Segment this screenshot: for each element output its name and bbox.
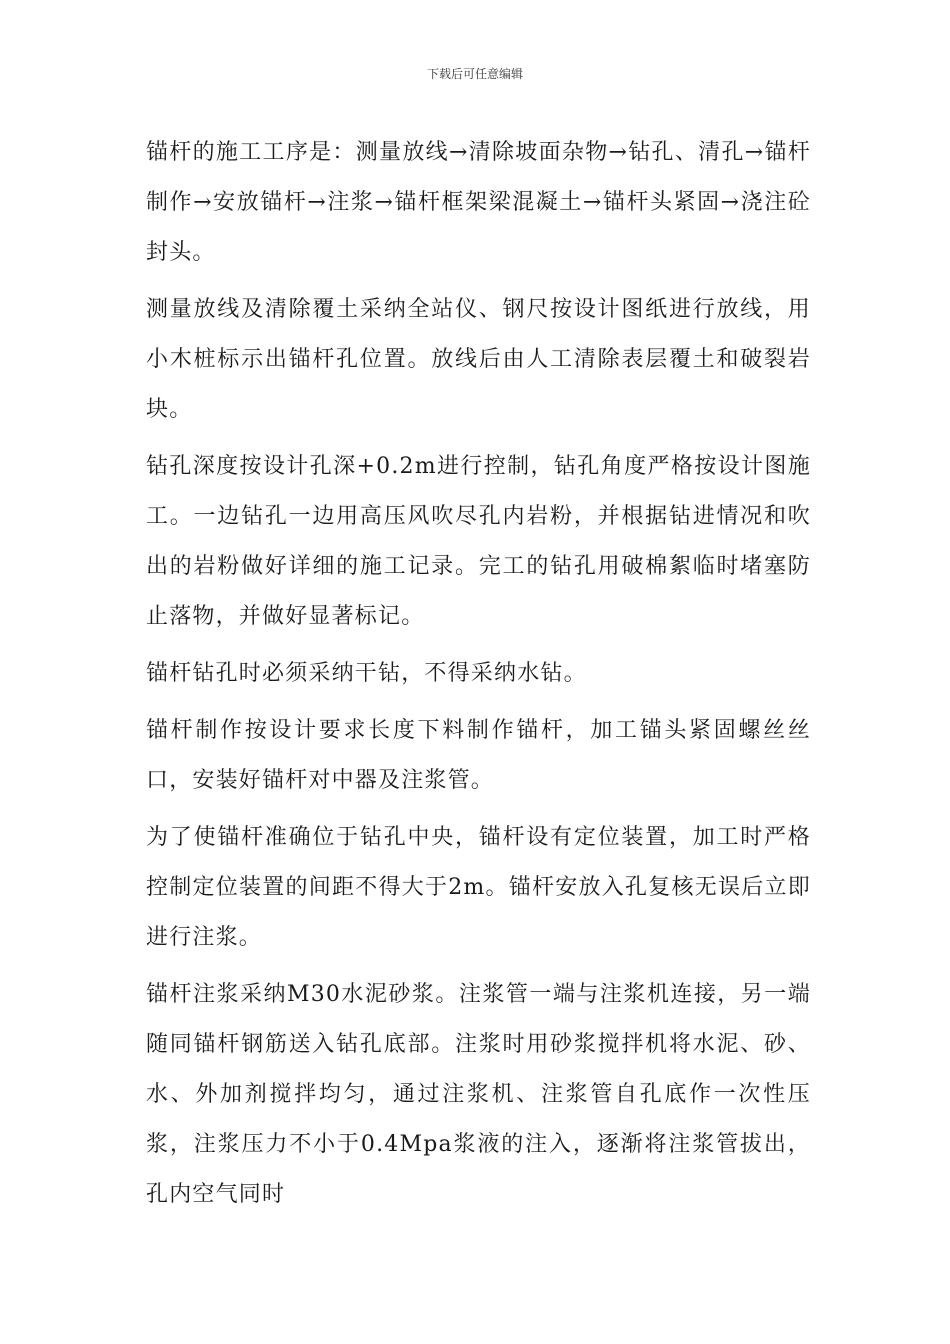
paragraph-construction-sequence: 锚杆的施工工序是：测量放线→清除坡面杂物→钻孔、清孔→锚杆制作→安放锚杆→注浆→锚杆框架梁混凝土→锚杆头紧固→浇注砼封头。 — [146, 140, 811, 265]
paragraph-survey-layout: 测量放线及清除覆土采纳全站仪、钢尺按设计图纸进行放线，用小木桩标示出锚杆孔位置。放线后由人工清除表层覆土和破裂岩块。 — [146, 297, 811, 422]
page-header: 下载后可任意编辑 — [426, 67, 523, 81]
paragraph-dry-drilling: 锚杆钻孔时必须采纳干钻，不得采纳水钻。 — [146, 661, 587, 686]
paragraph-anchor-fabrication: 锚杆制作按设计要求长度下料制作锚杆，加工锚头紧固螺丝丝口，安装好锚杆对中器及注浆管。 — [146, 718, 811, 793]
document-body — [146, 128, 811, 1227]
paragraph-grouting: 锚杆注浆采纳M30水泥砂浆。注浆管一端与注浆机连接，另一端随同锚杆钢筋送入钻孔底部。注浆时用砂浆搅拌机将水泥、砂、水、外加剂搅拌均匀，通过注浆机、注浆管自孔底作一次性压浆，注浆压力不小于0.4Mpa浆液的注入，逐渐将注浆管拔出，孔内空气同时 — [146, 982, 811, 1207]
paragraph-drilling: 钻孔深度按设计孔深+0.2m进行控制，钻孔角度严格按设计图施工。一边钻孔一边用高压风吹尽孔内岩粉，并根据钻进情况和吹出的岩粉做好详细的施工记录。完工的钻孔用破棉絮临时堵塞防止落物，并做好显著标记。 — [146, 454, 811, 629]
paragraph-centering-device: 为了使锚杆准确位于钻孔中央，锚杆设有定位装置，加工时严格控制定位装置的间距不得大于2m。锚杆安放入孔复核无误后立即进行注浆。 — [146, 825, 811, 950]
